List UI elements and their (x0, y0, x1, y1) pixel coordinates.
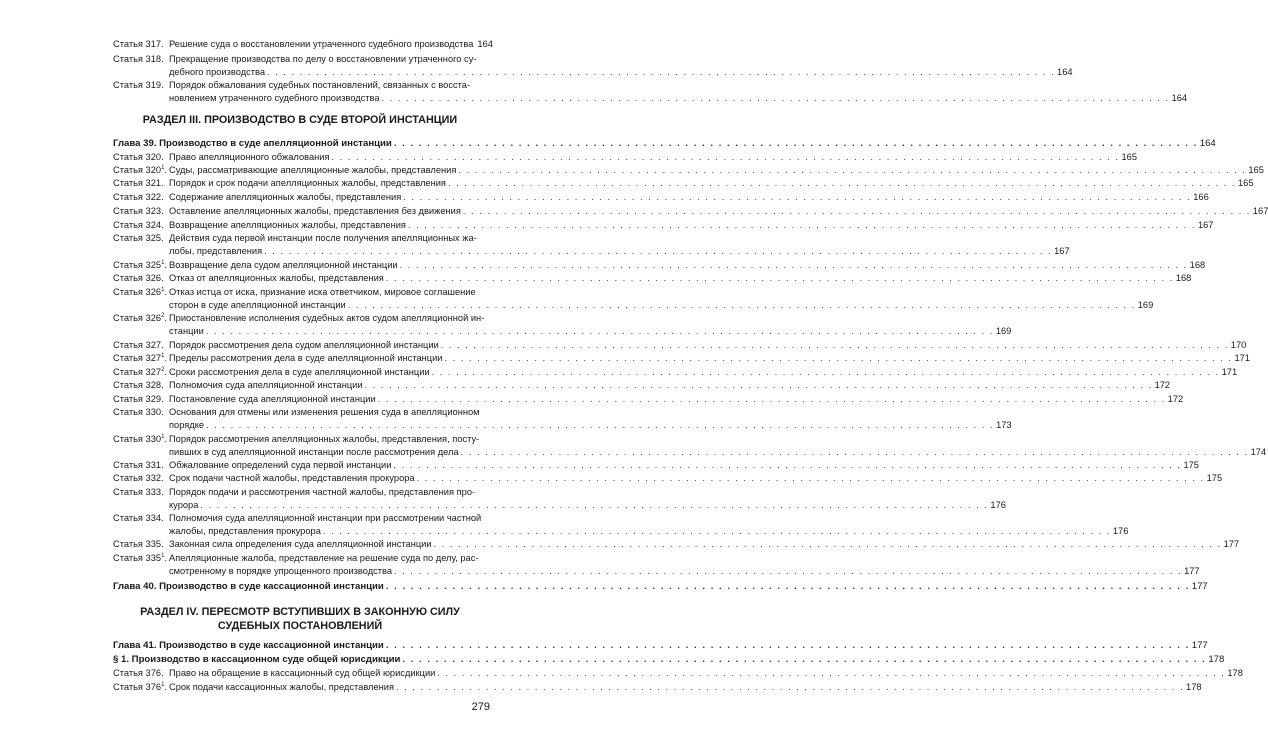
entry-title-line: Суды, рассматривающие апелляционные жалобы, представления (169, 165, 457, 175)
chapter-40-heading[interactable] (113, 580, 1208, 593)
article-label: Статья 330. (113, 407, 164, 417)
entry-page: 169 (995, 326, 1012, 337)
dot-leader (200, 499, 988, 512)
article-label: Статья 326. (113, 273, 164, 283)
dot-leader (331, 151, 1119, 164)
chapter-title: Глава 41. Производство в суде кассационной инстанции (113, 640, 384, 651)
entry-title-line: станции (169, 326, 204, 337)
entry-title-line: Срок подачи частной жалобы, представления прокурора (169, 473, 415, 483)
toc-entry[interactable] (113, 472, 1223, 485)
dot-leader (386, 272, 1174, 285)
article-label: Статья 329. (113, 394, 164, 404)
dot-leader (448, 177, 1236, 190)
article-label: Статья 332. (113, 473, 164, 483)
toc-entry[interactable] (113, 79, 1188, 105)
article-label: Статья $330^1$. (113, 434, 168, 444)
entry-title-line: Основания для отмены или изменения решения суда в апелляционном (169, 407, 480, 417)
dot-leader (323, 525, 1111, 538)
chapter-page: 177 (1191, 640, 1208, 651)
toc-entry[interactable] (113, 286, 1154, 312)
entry-title-line: Возвращение дела судом апелляционной инстанции (169, 260, 398, 270)
toc-entry[interactable] (113, 538, 1240, 551)
toc-entry[interactable] (113, 205, 1268, 218)
toc-entry[interactable] (113, 512, 1129, 538)
dot-leader (396, 681, 1184, 694)
toc-entry[interactable] (113, 272, 1192, 285)
article-superscript: 1 (161, 287, 165, 293)
entry-title-line: пивших в суд апелляционной инстанции после рассмотрения дела (169, 447, 459, 458)
article-superscript: 2 (161, 313, 165, 319)
article-label: Статья $376^1$. (113, 682, 168, 692)
entry-page: 168 (1189, 260, 1206, 270)
entry-page: 170 (1230, 340, 1247, 350)
entry-title-line: Пределы рассмотрения дела в суде апелляционной инстанции (169, 353, 443, 363)
paragraph-title: § 1. Производство в кассационном суде общей юрисдикции (113, 654, 401, 665)
entry-page: 177 (1223, 539, 1240, 549)
dot-leader (445, 352, 1233, 365)
dot-leader (458, 164, 1246, 177)
toc-entry[interactable] (113, 164, 1264, 177)
entry-title-line: Приостановление исполнения судебных актов судом апелляционной ин- (169, 313, 485, 323)
entry-page: 175 (1183, 460, 1199, 470)
toc-entry[interactable] (113, 259, 1206, 272)
entry-title-line: смотренному в порядке упрощенного производства (169, 566, 393, 577)
dot-leader (267, 66, 1055, 79)
page-number: 279 (471, 701, 490, 713)
dot-leader (382, 92, 1170, 105)
article-label: Статья 328. (113, 380, 164, 390)
toc-entry[interactable] (113, 459, 1199, 472)
entry-title-line: Отказ от апелляционных жалобы, представления (169, 273, 384, 283)
article-label: Статья $326^1$. (113, 287, 168, 297)
entry-page: 164 (1171, 93, 1188, 104)
entry-title-line: Постановление суда апелляционной инстанции (169, 394, 376, 404)
toc-entry[interactable] (113, 219, 1214, 232)
article-label: Статья 321. (113, 178, 164, 188)
entry-title-line: Обжалование определений суда первой инстанции (169, 460, 392, 470)
toc-entry[interactable] (113, 379, 1171, 392)
article-label: Статья 334. (113, 513, 164, 523)
toc-entry[interactable] (113, 177, 1254, 190)
toc-entry[interactable] (113, 433, 1267, 459)
dot-leader (403, 191, 1191, 204)
entry-title-line: Отказ истца от иска, признание иска ответчиком, мировое соглашение (169, 287, 476, 297)
article-label: Статья 322. (113, 192, 164, 202)
entry-title-line: новлением утраченного судебного производства (169, 93, 380, 104)
chapter-page: 164 (1199, 138, 1216, 149)
entry-title-line: Апелляционные жалоба, представление на решение суда по делу, рас- (169, 553, 479, 563)
dot-leader (437, 667, 1225, 680)
article-label: Статья 324. (113, 220, 164, 230)
article-superscript: 1 (161, 682, 165, 688)
entry-title-line: Полномочия суда апелляционной инстанции (169, 380, 363, 390)
chapter-39-heading[interactable] (113, 137, 1216, 150)
entry-page: 167 (1197, 220, 1214, 230)
entry-title-line: Содержание апелляционных жалобы, представления (169, 192, 402, 202)
paragraph-1-heading[interactable] (113, 653, 1225, 666)
entry-page: 164 (477, 39, 493, 49)
chapter-41-heading[interactable] (113, 639, 1208, 652)
article-label: Статья 335. (113, 539, 164, 549)
dot-leader (206, 419, 994, 432)
entry-title-line: Оставление апелляционных жалобы, представления без движения (169, 206, 461, 216)
entry-page: 178 (1186, 682, 1202, 692)
entry-page: 167 (1054, 246, 1070, 257)
entry-title-line: Полномочия суда апелляционной инстанции при рассмотрении частной (169, 513, 482, 523)
article-superscript: 1 (161, 434, 165, 440)
entry-title-line: дебного производства (169, 67, 266, 78)
entry-page: 171 (1221, 367, 1238, 377)
entry-page: 177 (1184, 566, 1200, 577)
entry-page: 175 (1206, 473, 1223, 483)
entry-page: 165 (1121, 152, 1138, 162)
entry-page: 166 (1193, 192, 1209, 202)
article-label: Статья 320. (113, 152, 164, 162)
article-label: Статья $327^2$. (113, 367, 168, 377)
dot-leader (408, 219, 1196, 232)
chapter-title: Глава 40. Производство в суде кассационной инстанции (113, 581, 384, 592)
entry-page: 172 (1167, 394, 1184, 404)
section-title: РАЗДЕЛ III. ПРОИЗВОДСТВО В СУДЕ ВТОРОЙ ИНСТАНЦИИ (142, 114, 458, 126)
dot-leader (461, 446, 1249, 459)
article-label: Статья 376. (113, 668, 164, 678)
chapter-title: Глава 39. Производство в суде апелляционной инстанции (113, 138, 392, 149)
entry-title-line: Действия суда первой инстанции после получения апелляционных жа- (169, 233, 477, 243)
toc-entry[interactable] (113, 667, 1243, 680)
entry-title-line: порядке (169, 420, 205, 431)
toc-entry[interactable] (113, 312, 1012, 338)
dot-leader (393, 459, 1181, 472)
entry-title-line: Право на обращение в кассационный суд общей юрисдикции (169, 668, 436, 678)
entry-title-line: Сроки рассмотрения дела в суде апелляционной инстанции (169, 367, 430, 377)
section-heading-4 (90, 605, 510, 633)
entry-page: 172 (1154, 380, 1171, 390)
article-label: Статья $327^1$. (113, 353, 168, 363)
toc-entry[interactable] (113, 38, 493, 51)
article-label: Статья 317. (113, 39, 164, 49)
toc-entry[interactable] (113, 232, 1070, 258)
dot-leader (206, 325, 994, 338)
toc-entry[interactable] (113, 53, 1073, 79)
dot-leader (417, 472, 1205, 485)
toc-entry[interactable] (113, 366, 1238, 379)
entry-page: 178 (1227, 668, 1243, 678)
entry-page: 165 (1237, 178, 1254, 188)
toc-entry[interactable] (113, 339, 1247, 352)
toc-entry[interactable] (113, 393, 1184, 406)
article-label: Статья $320^1$. (113, 165, 168, 175)
section-title-line-1: РАЗДЕЛ IV. ПЕРЕСМОТР ВСТУПИВШИХ В ЗАКОННУЮ СИЛУ (140, 606, 460, 618)
entry-title-line: сторон в суде апелляционной инстанции (169, 300, 346, 311)
entry-title-line: Порядок подачи и рассмотрения частной жалобы, представления про- (169, 487, 476, 497)
dot-leader (434, 538, 1222, 551)
entry-title-line: Возвращение апелляционных жалобы, представления (169, 220, 406, 230)
article-superscript: 1 (161, 260, 165, 266)
article-superscript: 2 (161, 367, 165, 373)
article-label: Статья 319. (113, 80, 164, 90)
article-superscript: 1 (161, 165, 165, 171)
entry-page: 169 (1137, 300, 1154, 311)
dot-leader (264, 245, 1052, 258)
entry-page: 165 (1248, 165, 1264, 175)
toc-entry[interactable] (113, 486, 1006, 512)
section-heading-3 (90, 113, 510, 127)
entry-page: 167 (1252, 206, 1268, 216)
article-label: Статья 333. (113, 487, 164, 497)
entry-page: 173 (996, 420, 1012, 431)
entry-title-line: курора (169, 500, 199, 511)
entry-title-line: Порядок рассмотрения дела судом апелляционной инстанции (169, 340, 439, 350)
toc-entry[interactable] (113, 552, 1200, 578)
article-label: Статья 318. (113, 54, 164, 64)
entry-title-line: Порядок рассмотрения апелляционных жалобы, представления, посту- (169, 434, 480, 444)
dot-leader (348, 299, 1136, 312)
toc-entry[interactable] (113, 406, 1012, 432)
section-title-line-2: СУДЕБНЫХ ПОСТАНОВЛЕНИЙ (217, 620, 383, 632)
toc-entry[interactable] (113, 352, 1251, 365)
toc-entry[interactable] (113, 191, 1209, 204)
entry-title-line: Срок подачи кассационных жалобы, представления (169, 682, 395, 692)
entry-title-line: жалобы, представления прокурора (169, 526, 321, 537)
article-label: Статья 325. (113, 233, 164, 243)
article-label: Статья 331. (113, 460, 164, 470)
entry-title-line: Порядок и срок подачи апелляционных жалобы, представления (169, 178, 446, 188)
entry-title-line: Порядок обжалования судебных постановлений, связанных с восста- (169, 80, 471, 90)
paragraph-page: 178 (1208, 654, 1225, 665)
entry-title-line: лобы, представления (169, 246, 263, 257)
toc-entry[interactable] (113, 151, 1138, 164)
dot-leader (463, 205, 1251, 218)
entry-title-line: Решение суда о восстановлении утраченного судебного производства (169, 39, 474, 49)
article-label: Статья 323. (113, 206, 164, 216)
entry-title-line: Законная сила определения суда апелляционной инстанции (169, 539, 432, 549)
article-label: Статья $335^1$. (113, 553, 168, 563)
entry-title-line: Право апелляционного обжалования (169, 152, 330, 162)
dot-leader (400, 259, 1188, 272)
chapter-page: 177 (1191, 581, 1208, 592)
entry-page: 171 (1234, 353, 1251, 363)
article-label: Статья $325^1$. (113, 260, 168, 270)
entry-title-line: Прекращение производства по делу о восстановлении утраченного су- (169, 54, 477, 64)
entry-page: 176 (990, 500, 1006, 511)
article-superscript: 1 (161, 353, 165, 359)
article-superscript: 1 (161, 553, 165, 559)
article-label: Статья $326^2$. (113, 313, 168, 323)
dot-leader (365, 379, 1153, 392)
entry-page: 164 (1057, 67, 1073, 78)
dot-leader (394, 565, 1182, 578)
dot-leader (441, 339, 1229, 352)
entry-page: 174 (1250, 447, 1267, 458)
dot-leader (432, 366, 1220, 379)
article-label: Статья 327. (113, 340, 164, 350)
entry-page: 176 (1112, 526, 1129, 537)
entry-page: 168 (1175, 273, 1192, 283)
toc-entry[interactable] (113, 681, 1202, 694)
dot-leader (378, 393, 1166, 406)
